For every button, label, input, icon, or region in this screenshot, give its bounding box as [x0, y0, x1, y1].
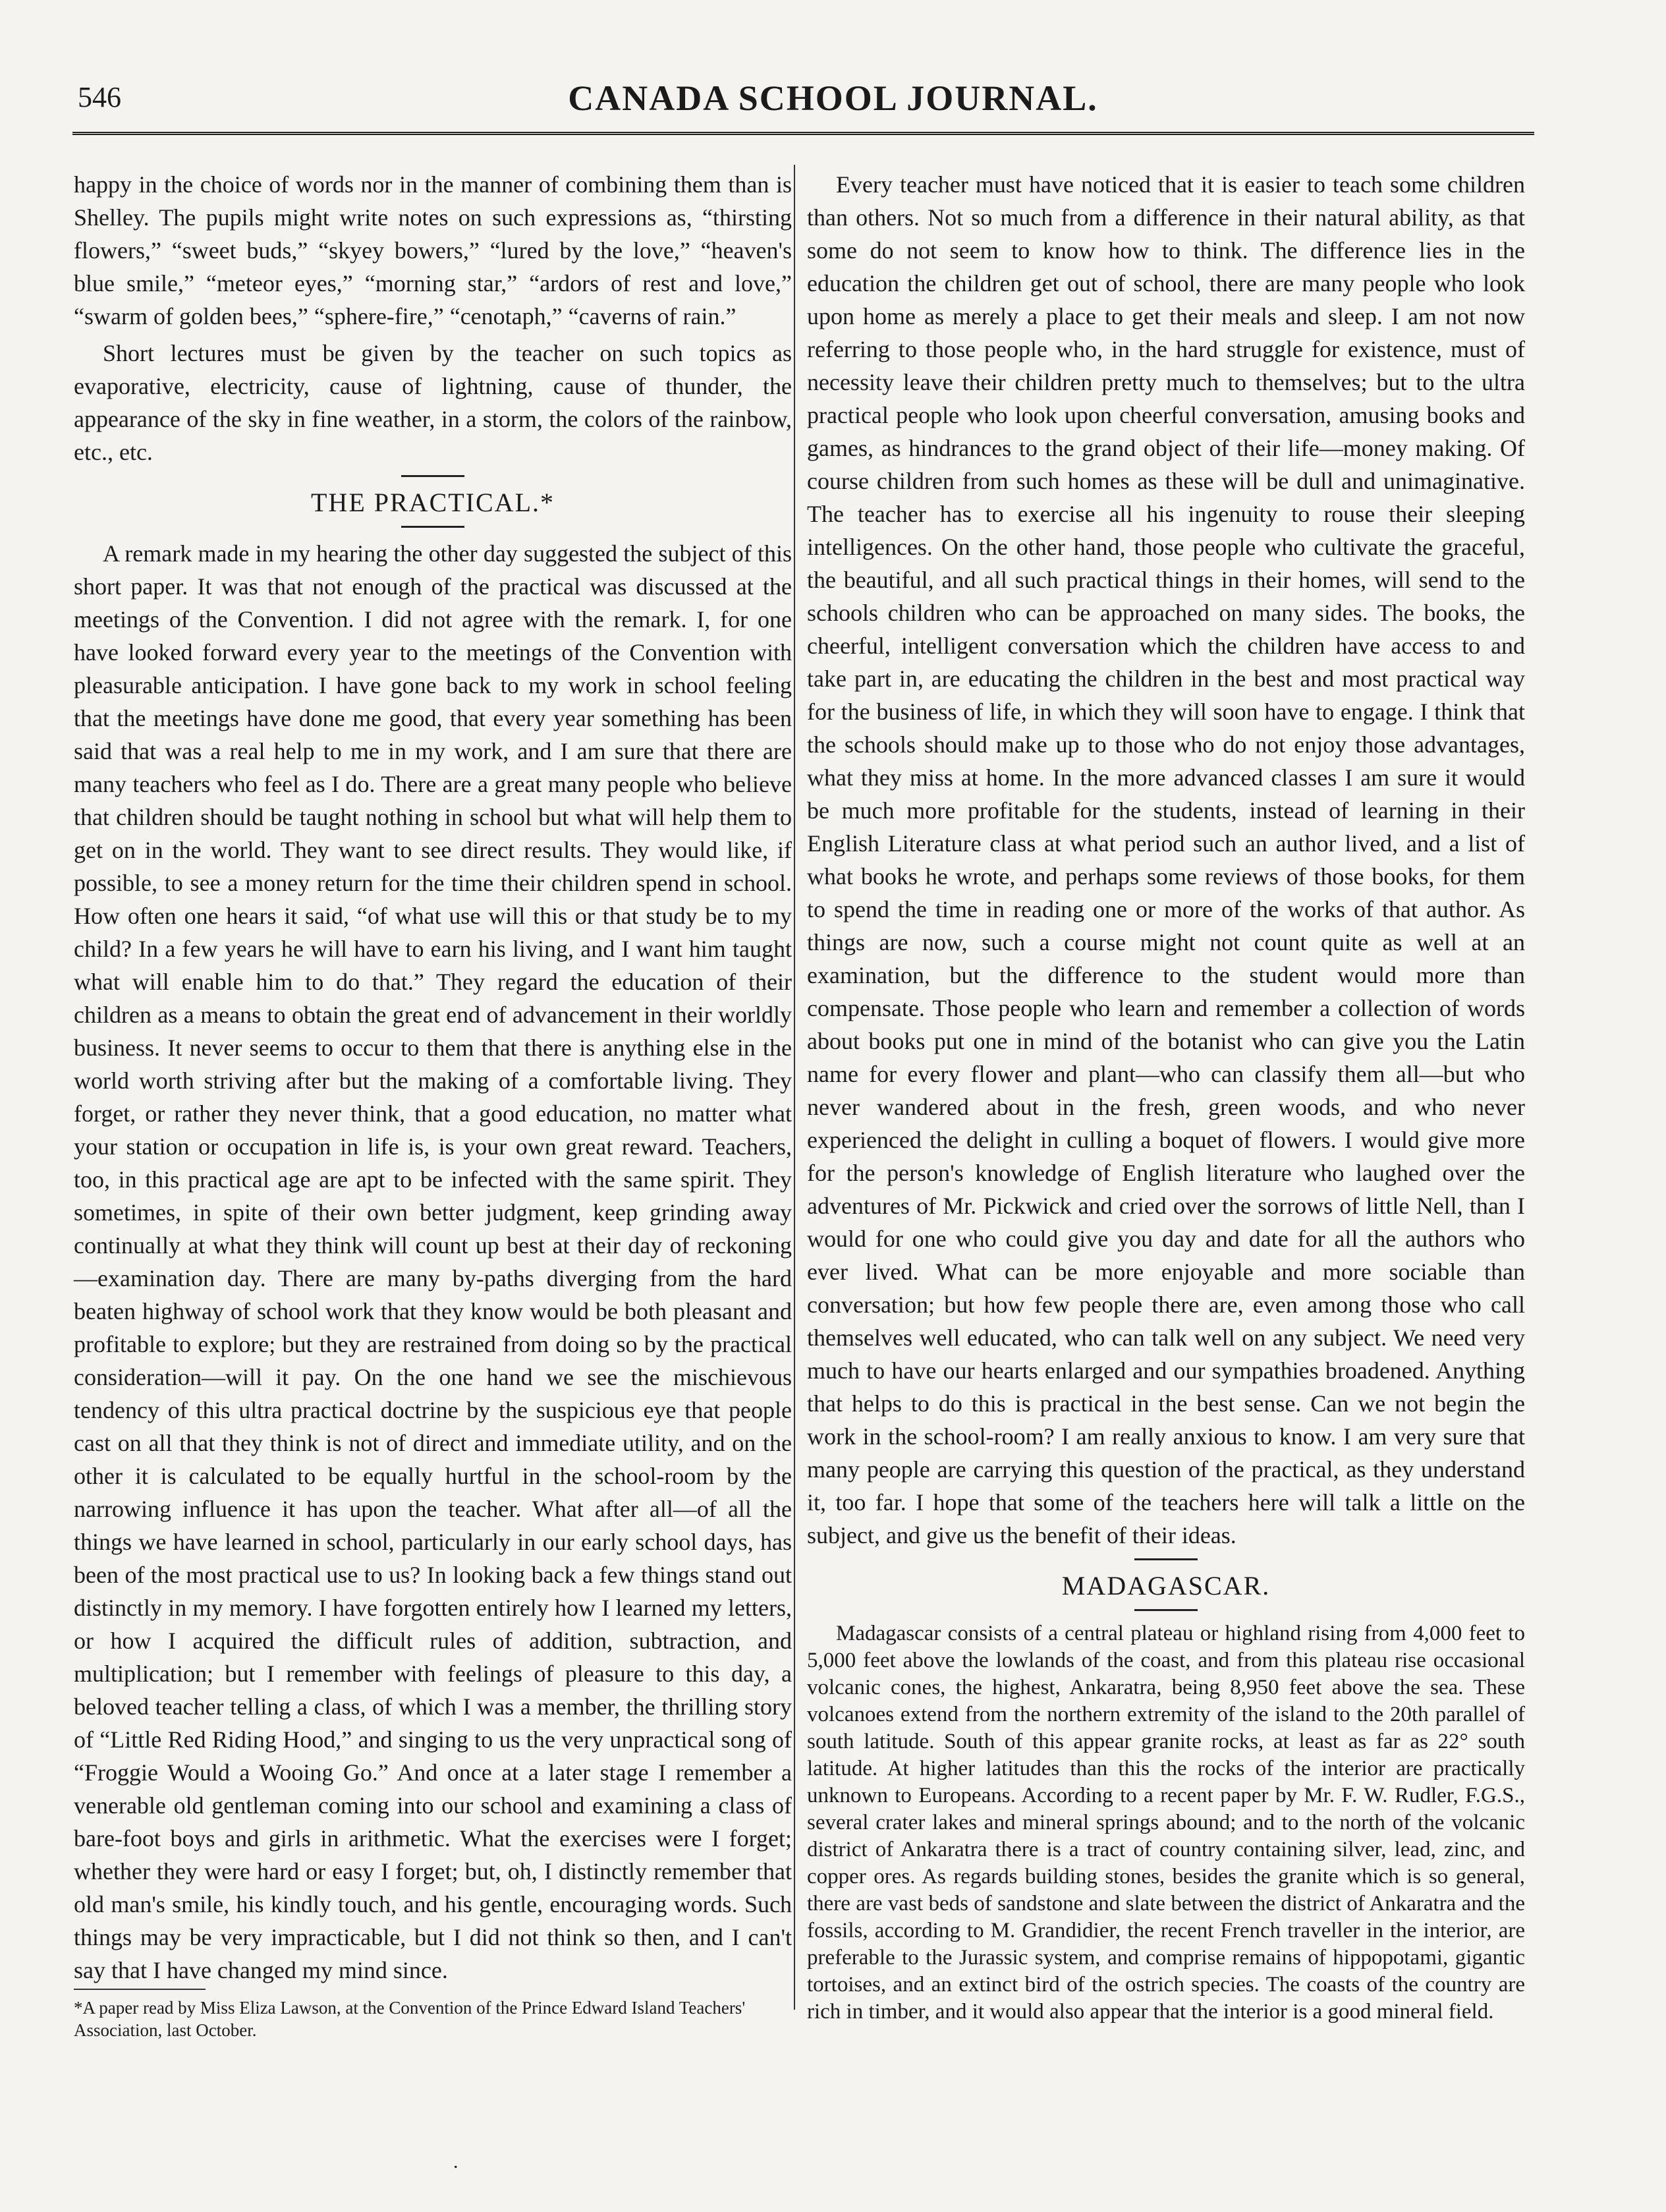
stray-mark: . [453, 2151, 458, 2172]
article-paragraph: A remark made in my hearing the other day suggested the subject of this short paper. It was that not enough of the practical was discussed at the meetings of the Convention. I did not agree with the remark. I, for one have looked forward every year to the meetings of the Convention with pleasurable anticipation. I have gone back to my work in school feeling that the meetings have done me good, that every year something has been said that was a real help to me in my work, and I am sure that there are many teachers who feel as I do. There are a great many people who believe that children should be taught nothing in school but what will help them to get on in the world. They want to see direct results. They would like, if possible, to see a money return for the time their children spend in school. How often one hears it said, “of what use will this or that study be to my child? In a few years he will have to earn his living, and I want him taught what will enable him to do that.” They regard the education of their children as a means to obtain the great end of advancement in their worldly business. It never seems to occur to them that there is anything else in the world worth striving after but the making of a comfortable living. They forget, or rather they never think, that a good education, no matter what your station or occupation in life is, is your own great reward. Teachers, too, in this practical age are apt to be infected with the same spirit. They sometimes, in spite of their own better judgment, keep grinding away continually at what they think will count up best at their day of reckoning—examination day. There are many by-paths diverging from the hard beaten highway of school work that they know would be both pleasant and profitable to explore; but they are restrained from doing so by the practical consideration—will it pay. On the one hand we see the mischievous tendency of this ultra practical doctrine by the suspicious eye that people cast on all that they think is not of direct and immediate utility, and on the other it is calculated to be equally hurtful in the school-room by the narrowing influence it has upon the teacher. What after all—of all the things we have learned in school, particularly in our early school days, has been of the most practical use to us? In looking back a few things stand out distinctly in my memory. I have forgotten entirely how I learned my letters, or how I acquired the difficult rules of addition, subtraction, and multiplication; but I remember with feelings of pleasure to this day, a beloved teacher telling a class, of which I was a member, the thrilling story of “Little Red Riding Hood,” and singing to us the very unpractical song of “Froggie Would a Wooing Go.” And once at a later stage I remember a venerable old gentleman coming into our school and examining a class of bare-foot boys and girls in arithmetic. What the exercises were I forget; whether they were hard or easy I forget; but, oh, I distinctly remember that old man's smile, his kindly touch, and his gentle, encouraging words. Such things may be very impracticable, but I did not think so then, and I can't say that I have changed my mind since. [74, 540, 792, 1983]
madagascar-title: MADAGASCAR. [1061, 1571, 1271, 1601]
right-column [807, 168, 1525, 2029]
section-rule [401, 526, 464, 528]
article-paragraph: Every teacher must have noticed that it is easier to teach some children than others. Not so much from a difference in their natural ability, as that some do not seem to know how to think. The difference lies in the education the children get out of school, there are many people who look upon home as merely a place to get their meals and sleep. I am not now referring to those people who, in the hard struggle for existence, must of necessity leave their children pretty much to themselves; but to the ultra practical people who look upon cheerful conversation, amusing books and games, as hindrances to the grand object of their life—money making. Of course children from such homes as these will be dull and unimaginative. The teacher has to exercise all his ingenuity to rouse their sleeping intelligences. On the other hand, those people who cultivate the graceful, the beautiful, and all such practical things in their homes, will send to the schools children who can be approached on many sides. The books, the cheerful, intelligent conversation which the children have access to and take part in, are educating the children in the best and most practical way for the business of life, in which they will soon have to engage. I think that the schools should make up to those who do not enjoy those advantages, what they miss at home. In the more advanced classes I am sure it would be much more profitable for the students, instead of learning in their English Literature class at what period such an author lived, and a list of what books he wrote, and perhaps some reviews of those books, for them to spend the time in reading one or more of the works of that author. As things are now, such a course might not count quite as well at an examination, but the difference to the student would more than compensate. Those people who learn and remember a collection of words about books put one in mind of the botanist who can give you the Latin name for every flower and plant—who can classify them all—but who never wandered about in the fresh, green woods, and who never experienced the delight in culling a boquet of flowers. I would give more for the person's knowledge of English literature who laughed over the adventures of Mr. Pickwick and cried over the sorrows of little Nell, than I would for one who could give you day and date for all the authors who ever lived. What can be more enjoyable and more sociable than conversation; but how few people there are, even among those who call themselves well educated, who can talk well on any subject. We need very much to have our hearts enlarged and our sympathies broadened. Anything that helps to do this is practical in the best sense. Can we not begin the work in the school-room? I am really anxious to know. I am very sure that many people are carrying this question of the practical, as they understand it, too far. I hope that some of the teachers here will talk a little on the subject, and give us the benefit of their ideas. [807, 171, 1525, 1548]
madagascar-paragraph: Madagascar consists of a central plateau or highland rising from 4,000 feet to 5,000 feet above the lowlands of the coast, and from this plateau rise occasional volcanic cones, the highest, Ankaratra, being 8,950 feet above the sea. These volcanoes extend from the northern extremity of the island to the 20th parallel of south latitude. South of this appear granite rocks, at least as far as 22° south latitude. At higher latitudes than this the rocks of the interior are practically unknown to Europeans. According to a recent paper by Mr. F. W. Rudler, F.G.S., several crater lakes and mineral springs abound; and to the north of the volcanic district of Ankaratra there is a tract of country containing silver, lead, zinc, and copper ores. As regards building stones, besides the granite which is so general, there are vast beds of sandstone and slate between the district of Ankaratra and the fossils, according to M. Grandidier, the recent French traveller in the interior, are preferable to the Jurassic system, and comprise remains of hippopotami, gigantic tortoises, and an extinct bird of the ostrich species. The coasts of the country are rich in timber, and it would also appear that the interior is a good mineral field. [807, 1622, 1525, 2024]
footnote: *A paper read by Miss Eliza Lawson, at the Convention of the Prince Edward Island Teachers' Association, last October. [74, 1998, 746, 2040]
page-header [0, 0, 1666, 158]
intro-paragraph: happy in the choice of words nor in the manner of combining them than is Shelley. The pupils might write notes on such expressions as, “thirsting flowers,” “sweet buds,” “skyey bowers,” “lured by the love,” “heaven's blue smile,” “meteor eyes,” “morning star,” “ardors of rest and love,” “swarm of golden bees,” “sphere-fire,” “cenotaph,” “caverns of rain.” [74, 171, 792, 329]
header-rule [72, 132, 1534, 138]
intro-paragraph: Short lectures must be given by the teacher on such topics as evaporative, electricity, cause of lightning, cause of thunder, the appearance of the sky in fine weather, in a storm, the colors of the rainbow, etc., etc. [74, 340, 792, 465]
article-title: THE PRACTICAL.* [311, 488, 555, 517]
footnote-rule [74, 1989, 206, 1990]
section-rule [1134, 1609, 1198, 1611]
page-number: 546 [78, 81, 121, 113]
section-rule [401, 475, 464, 477]
section-rule [1134, 1558, 1198, 1560]
left-column [74, 168, 792, 1991]
column-divider [794, 165, 795, 2010]
journal-title: CANADA SCHOOL JOURNAL. [568, 78, 1098, 118]
